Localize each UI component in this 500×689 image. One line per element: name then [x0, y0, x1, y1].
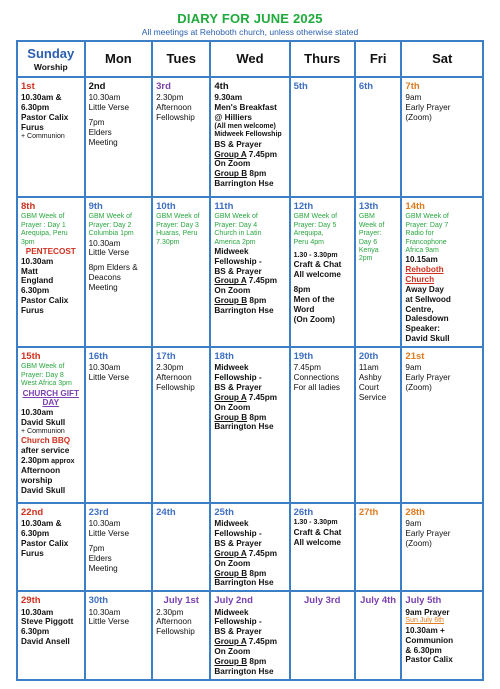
event-line: Prayer: Day 7 [405, 221, 449, 229]
event-line: Little Verse [88, 248, 130, 258]
event-line: Furus [21, 122, 44, 132]
group-a-label: Group A [214, 392, 247, 402]
day-cell [17, 591, 85, 679]
event-time: 2.30pm [21, 455, 50, 465]
gift-day-label: DAY [42, 398, 60, 408]
week-row-3 [17, 347, 483, 503]
day-cell [210, 77, 289, 197]
event-line: Pastor Calix [21, 539, 69, 549]
event-line: GBM Week of [293, 213, 338, 221]
event-line: 6.30pm [21, 286, 50, 296]
event-line: Speaker: [405, 324, 441, 334]
event-line: Week of [358, 221, 385, 229]
event-line: 8pm [293, 285, 311, 295]
day-cell [17, 503, 85, 591]
pentecost-label: PENTECOST [25, 246, 76, 256]
day-cell [290, 503, 355, 591]
event-line: 7pm [88, 544, 105, 554]
day-cell [355, 77, 402, 197]
event-line: Meeting [88, 137, 118, 147]
day-cell [152, 503, 210, 591]
event-line: Church in Latin [214, 230, 262, 238]
event-time: 8pm [247, 656, 267, 666]
event-line: GBM Week of [214, 213, 258, 221]
event-line: GBM Week of [88, 213, 133, 221]
event-line: Little Verse [88, 373, 130, 383]
day-date: 12th [293, 201, 314, 212]
day-cell [152, 77, 210, 197]
day-cell [17, 77, 85, 197]
event-line: Midweek [214, 246, 249, 256]
day-cell [355, 347, 402, 503]
day-date: 24th [156, 506, 176, 518]
event-line: at Sellwood [405, 294, 451, 304]
event-line: 2.30pm [156, 363, 184, 373]
week-row-5 [17, 591, 483, 679]
day-cell [401, 503, 483, 591]
event-line: Dalesdown [405, 314, 449, 324]
event-line: England [21, 276, 54, 286]
event-line: 11am [358, 363, 379, 373]
event-line: America 2pm [214, 238, 256, 246]
day-date: 11th [214, 201, 234, 212]
event-line: Barrington Hse [214, 666, 274, 676]
day-cell [85, 347, 153, 503]
event-line: 9.30am [214, 93, 243, 103]
day-cell [401, 347, 483, 503]
event-line: For all ladies [293, 383, 341, 393]
event-line: Connections [293, 373, 340, 383]
event-line: 6.30pm [21, 103, 50, 113]
day-cell [17, 197, 85, 347]
event-line: (Zoom) [405, 539, 432, 549]
event-line: Peru 4pm [293, 238, 324, 246]
day-cell [290, 591, 355, 679]
day-date: July 5th [405, 595, 442, 607]
event-time: 8pm [247, 568, 267, 578]
day-date: 6th [358, 81, 374, 92]
day-date: 21st [405, 350, 425, 362]
event-line: Prayer: Day 3 [156, 221, 199, 229]
event-line: 2pm [358, 255, 373, 263]
day-date: 4th [214, 81, 229, 92]
event-line: Early Prayer [405, 103, 451, 113]
day-cell [85, 591, 153, 679]
event-line: 10.30am [21, 408, 54, 418]
event-line: 7pm [88, 118, 105, 128]
event-line: Little Verse [88, 103, 130, 113]
event-time: 8pm [247, 412, 267, 422]
day-date: 20th [358, 350, 379, 362]
event-line: Fellowship - [214, 256, 262, 266]
event-line: after service [21, 446, 70, 456]
day-date: 19th [293, 350, 314, 362]
event-line: BS & Prayer [214, 383, 262, 393]
event-line: Meeting [88, 282, 118, 292]
event-line: Communion [405, 635, 454, 645]
event-line: David Ansell [21, 637, 70, 647]
day-date: 14th [405, 201, 425, 212]
event-line: Deacons [88, 273, 121, 283]
header-friday: Fri [355, 41, 402, 77]
event-line: On Zoom [214, 286, 251, 296]
gift-day-label: CHURCH GIFT [22, 388, 79, 398]
day-date: 8th [21, 201, 36, 212]
day-cell [290, 347, 355, 503]
day-cell [401, 77, 483, 197]
day-cell [210, 197, 289, 347]
event-line: GBM [358, 213, 375, 221]
event-line: Arequipa, Peru [21, 230, 68, 238]
event-line: BS & Prayer [214, 266, 262, 276]
event-line: 7.45pm [293, 363, 321, 373]
header-monday: Mon [85, 41, 153, 77]
event-line: 9am [405, 363, 422, 373]
event-line: Prayer : Day 1 [21, 221, 66, 229]
event-line: Pastor Calix [405, 655, 453, 665]
event-line: On Zoom [214, 159, 251, 169]
event-line: 10.15am [405, 255, 438, 265]
day-date: 28th [405, 506, 425, 518]
event-line: Fellowship - [214, 529, 262, 539]
day-cell [290, 77, 355, 197]
event-line: Barrington Hse [214, 306, 274, 316]
event-line: Midweek [214, 607, 249, 617]
event-line: Prayer: Day 8 [21, 371, 64, 379]
event-line: 10.30am & [21, 93, 62, 103]
day-date: 3rd [156, 81, 171, 92]
week-row-4 [17, 503, 483, 591]
day-date: July 2nd [214, 595, 253, 607]
event-line: 2.30pm [156, 93, 184, 103]
event-line: Men's Breakfast [214, 103, 277, 113]
day-cell [290, 197, 355, 347]
header-wednesday: Wed [210, 41, 289, 77]
day-cell [152, 197, 210, 347]
calendar-table [16, 40, 484, 681]
event-line: David Skull [21, 486, 66, 496]
day-cell [355, 591, 402, 679]
event-line: 7.30pm [156, 238, 180, 246]
event-line: Afternoon [156, 617, 192, 627]
group-a-label: Group A [214, 149, 247, 159]
day-date: 17th [156, 350, 176, 362]
event-line: Pastor Calix [21, 296, 69, 306]
group-b-label: Group B [214, 656, 248, 666]
group-b-label: Group B [214, 296, 248, 306]
event-line: On Zoom [214, 402, 251, 412]
day-date: 27th [358, 506, 379, 518]
event-time: 7.45pm [246, 637, 278, 647]
event-line: David Skull [405, 334, 450, 344]
event-line: On Zoom [214, 647, 251, 656]
day-cell [210, 503, 289, 591]
event-line: Prayer: Day 5 [293, 221, 337, 229]
event-line: Arequipa, [293, 230, 324, 238]
group-a-label: Group A [214, 548, 247, 558]
day-cell [85, 503, 153, 591]
event-time-note: approx [49, 457, 75, 465]
day-date: 7th [405, 81, 420, 92]
header-tuesday: Tues [152, 41, 210, 77]
event-line: (Zoom) [405, 383, 432, 393]
event-line: Pastor Calix [21, 113, 69, 123]
event-line: 3pm [21, 238, 35, 246]
day-cell [355, 503, 402, 591]
event-line: 10.30am & [21, 519, 62, 529]
event-line: 1.30 - 3.30pm [293, 251, 338, 259]
event-line: worship [21, 476, 53, 486]
event-line: Prayer [421, 607, 450, 617]
event-line: Barrington Hse [214, 422, 274, 432]
event-line: Early Prayer [405, 529, 451, 539]
event-line: (Zoom) [405, 113, 432, 123]
event-line: 9am [405, 93, 422, 103]
event-line: Columbia 1pm [88, 230, 134, 238]
event-line: All welcome [293, 270, 341, 280]
day-date: 10th [156, 201, 176, 212]
header-sunday-sub: Worship [33, 61, 68, 72]
event-line: 10.30am [21, 256, 54, 266]
header-saturday: Sat [401, 41, 483, 77]
event-line: BS & Prayer [214, 139, 262, 149]
event-line: + Communion [21, 132, 65, 140]
header-sunday [17, 41, 85, 77]
event-line: Fellowship [156, 383, 195, 393]
event-line: Church [405, 275, 435, 285]
day-date: 2nd [88, 81, 106, 92]
event-line: Africa 9am [405, 246, 439, 254]
event-line: Little Verse [88, 617, 130, 627]
group-b-label: Group B [214, 169, 248, 179]
event-line: + Communion [21, 427, 65, 435]
page-subtitle: All meetings at Rehoboth church, unless otherwise stated [141, 27, 359, 37]
event-line: Rehoboth [405, 265, 444, 275]
event-line: 10.30am [88, 363, 121, 373]
day-date: 18th [214, 350, 234, 362]
day-date: July 3rd [303, 595, 341, 607]
event-line: Francophone [405, 238, 447, 246]
event-line: Steve Piggott [21, 617, 74, 627]
event-line: Prayer: Day 4 [214, 221, 258, 229]
day-date: 23rd [88, 506, 109, 518]
event-line: Fellowship [156, 627, 195, 637]
group-a-label: Group A [214, 276, 247, 286]
day-date: 26th [293, 506, 314, 518]
event-line: 10.30am [88, 93, 121, 103]
event-line: Centre, [405, 304, 434, 314]
event-line: Afternoon [156, 103, 192, 113]
event-line: Elders [88, 553, 112, 563]
event-line: 8pm Elders & [88, 263, 138, 273]
event-line: Service [358, 392, 387, 402]
event-line: Matt [21, 266, 38, 276]
day-date: 9th [88, 201, 103, 212]
week-row-1 [17, 77, 483, 197]
event-line: Sun July 6th [405, 617, 444, 625]
group-b-label: Group B [214, 412, 248, 422]
event-line: 6.30pm [21, 529, 50, 539]
event-line: 1.30 - 3.30pm [293, 519, 338, 527]
event-line: Furus [21, 306, 44, 316]
event-line: Radio for [405, 230, 434, 238]
event-line: & 6.30pm [405, 645, 442, 655]
day-date: July 4th [360, 595, 397, 607]
day-cell [85, 197, 153, 347]
event-line: @ Hilliers [214, 113, 252, 123]
day-date: 30th [88, 595, 109, 607]
event-line: 10.30am [88, 519, 121, 529]
header-thursday: Thurs [290, 41, 355, 77]
event-line: Midweek Fellowship [214, 131, 282, 139]
event-line: Word [293, 304, 315, 314]
event-line: Barrington Hse [214, 179, 274, 189]
event-line: GBM Week of [21, 213, 65, 221]
event-line: Prayer: Day 2 [88, 221, 132, 229]
event-time: 7.45pm [246, 149, 278, 159]
day-date: 22nd [21, 506, 44, 518]
day-cell [355, 197, 402, 347]
event-line: 10.30am + [405, 625, 445, 635]
event-line: BS & Prayer [214, 627, 262, 637]
event-line: Early Prayer [405, 373, 451, 383]
event-line: Elders [88, 127, 112, 137]
group-b-label: Group B [214, 568, 248, 578]
day-cell [17, 347, 85, 503]
event-line: GBM Week of [405, 213, 449, 221]
event-line: Fellowship - [214, 373, 262, 383]
event-line: Court [358, 383, 379, 393]
day-cell [210, 591, 289, 679]
event-line: 2.30pm [156, 607, 184, 617]
day-date: 29th [21, 595, 41, 607]
event-line: GBM Week of [156, 213, 200, 221]
event-line: Little Verse [88, 529, 130, 539]
event-line: Craft & Chat [293, 527, 342, 537]
day-date: 1st [21, 81, 35, 92]
day-cell [152, 347, 210, 503]
event-line: (On Zoom) [293, 314, 335, 324]
event-line: Fellowship [156, 113, 195, 123]
event-time: 7.45pm [246, 276, 278, 286]
event-line: 10.30am [88, 238, 121, 248]
event-time: 8pm [247, 169, 267, 179]
event-line: Ashby [358, 373, 382, 383]
event-line: BS & Prayer [214, 539, 262, 549]
event-line: (All men welcome) [214, 122, 276, 130]
event-time: 7.45pm [246, 548, 278, 558]
event-line: Midweek [214, 519, 249, 529]
event-line: West Africa 3pm [21, 380, 72, 388]
event-line: Barrington Hse [214, 578, 274, 588]
event-line: On Zoom [214, 558, 251, 568]
event-line: Huaras, Peru [156, 230, 198, 238]
day-cell [85, 77, 153, 197]
event-line: GBM Week of [21, 363, 65, 371]
event-line: Away Day [405, 284, 444, 294]
week-row-2 [17, 197, 483, 347]
day-date: 13th [358, 201, 379, 212]
event-line: Afternoon [21, 466, 61, 476]
day-date: 5th [293, 81, 308, 92]
event-line: All welcome [293, 537, 341, 547]
event-line: Craft & Chat [293, 260, 342, 270]
event-line: Midweek [214, 363, 249, 373]
event-line: 10.30am [88, 607, 121, 617]
group-a-label: Group A [214, 637, 247, 647]
event-line: Afternoon [156, 373, 192, 383]
event-line: David Skull [21, 418, 66, 428]
event-time: 8pm [247, 296, 267, 306]
page-title: DIARY FOR JUNE 2025 [177, 11, 323, 26]
event-time: 7.45pm [246, 392, 278, 402]
day-date: 16th [88, 350, 109, 362]
event-line: Meeting [88, 563, 118, 573]
day-cell [152, 591, 210, 679]
day-cell [210, 347, 289, 503]
day-date: 25th [214, 506, 234, 518]
bbq-label: Church BBQ [21, 436, 71, 446]
day-cell [401, 197, 483, 347]
event-line: Kenya [358, 246, 379, 254]
day-date: 15th [21, 350, 41, 362]
event-line: 9am [405, 519, 422, 529]
event-time: 9am [405, 607, 422, 617]
event-line: Prayer: [358, 230, 382, 238]
event-line: 10.30am [21, 607, 54, 617]
calendar-header-row [17, 41, 483, 77]
day-cell [401, 591, 483, 679]
event-line: Fellowship - [214, 617, 262, 627]
header-sunday-label: Sunday [27, 46, 75, 62]
event-line: 6.30pm [21, 627, 50, 637]
event-line: Furus [21, 548, 44, 558]
event-line: Men of the [293, 294, 335, 304]
day-date: July 1st [163, 595, 199, 607]
event-line: Day 6 [358, 238, 378, 246]
